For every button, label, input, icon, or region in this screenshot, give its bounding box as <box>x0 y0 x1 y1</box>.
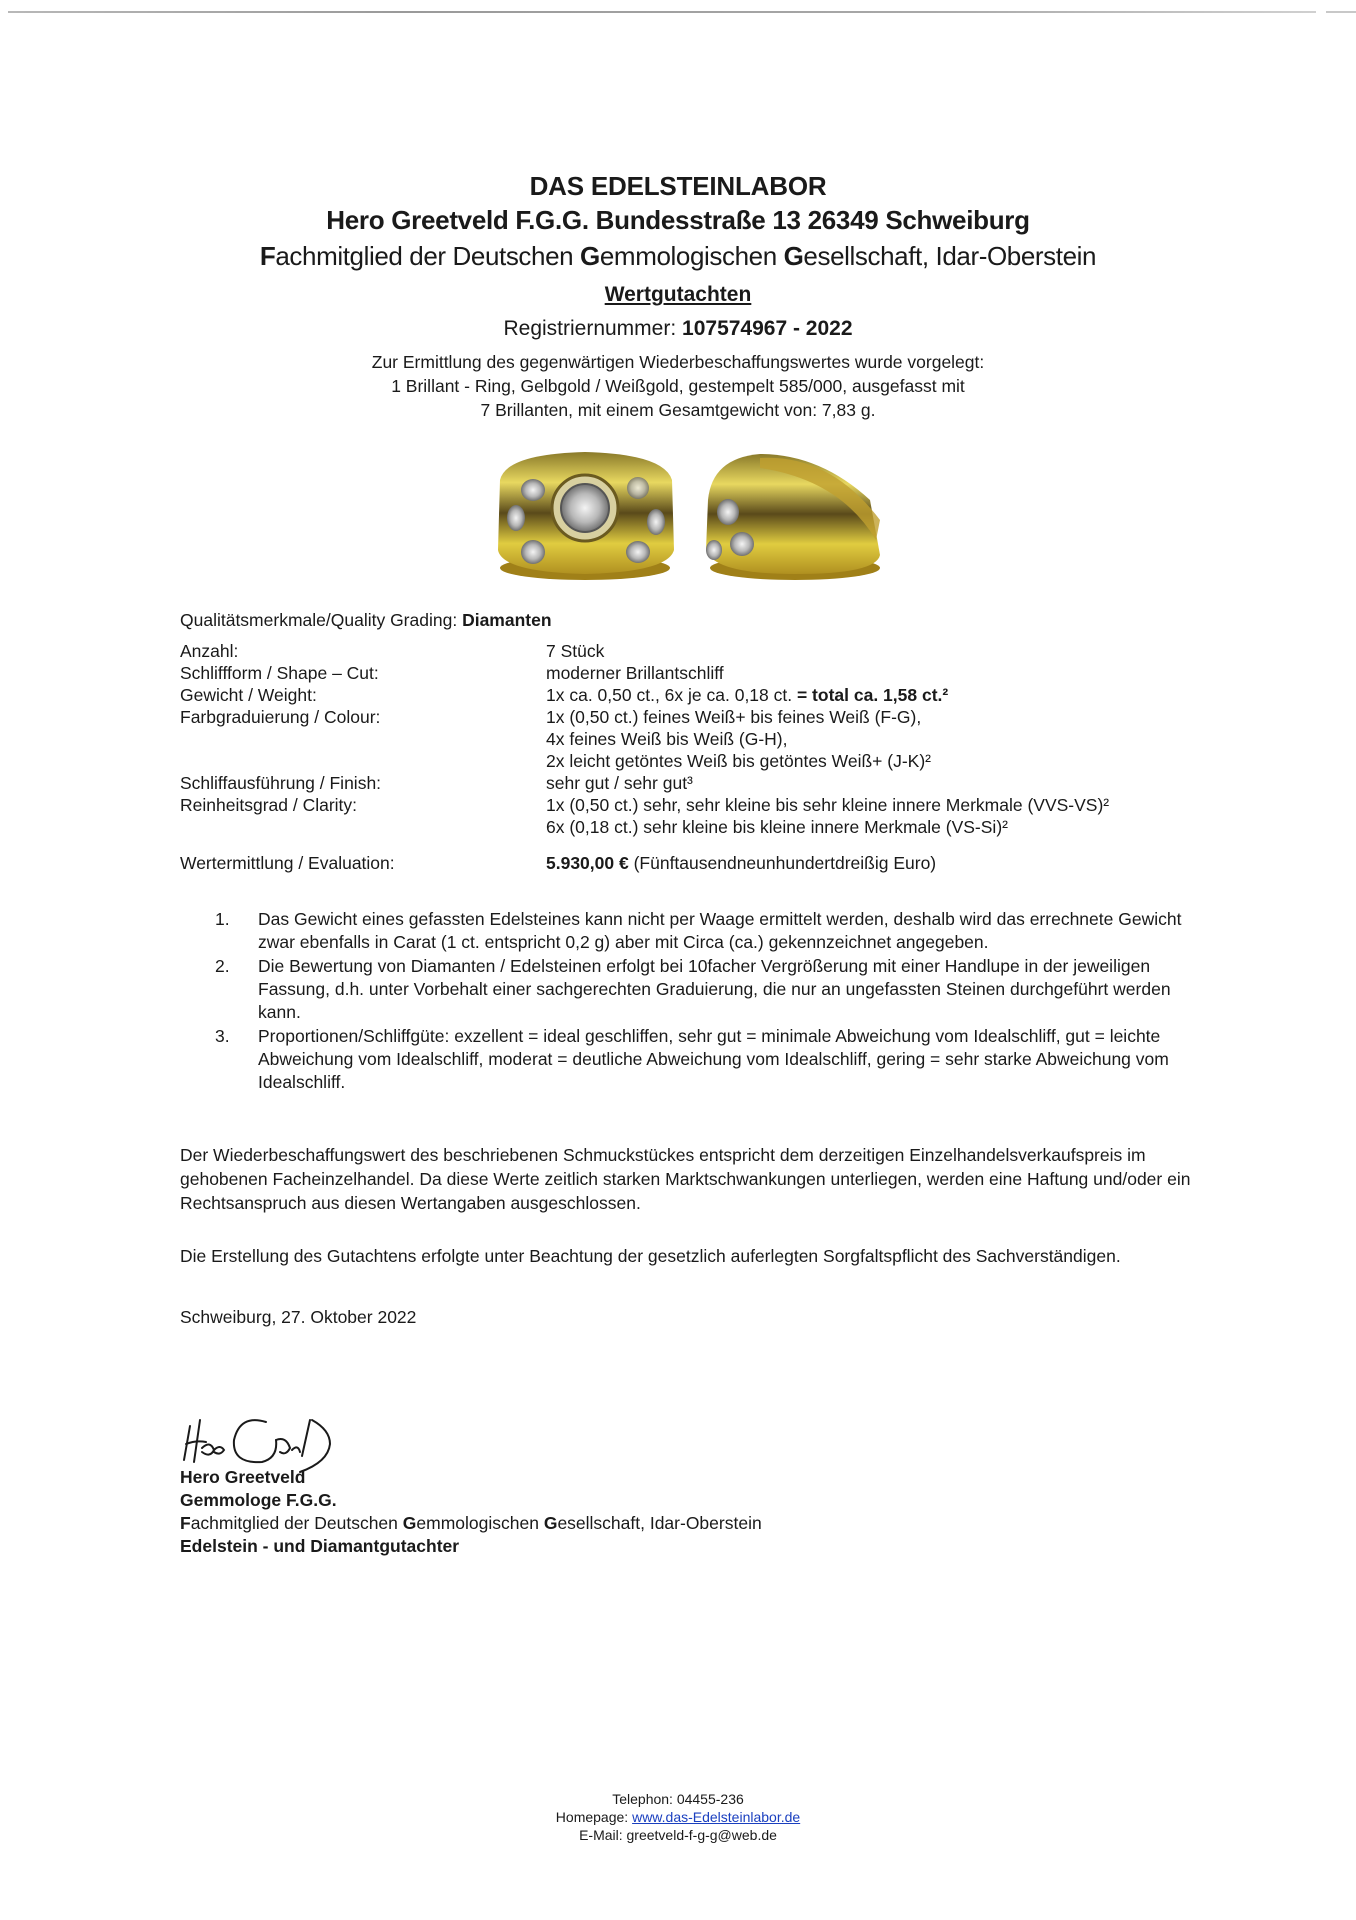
lab-address: Hero Greetveld F.G.G. Bundesstraße 13 26349 Schweiburg <box>326 205 1030 235</box>
grading-row-count <box>180 640 1240 662</box>
membership-initial: F <box>180 1513 191 1533</box>
ring-front-photo <box>488 440 683 585</box>
row-label <box>180 816 546 838</box>
ring-photos <box>488 440 888 585</box>
footer-homepage <box>0 1808 1356 1826</box>
homepage-link[interactable]: www.das-Edelsteinlabor.de <box>632 1809 801 1825</box>
row-value: sehr gut / sehr gut³ <box>546 773 693 793</box>
membership-text: emmologischen <box>416 1513 544 1533</box>
membership-initial: G <box>402 1513 417 1533</box>
email-label: E-Mail: <box>579 1827 627 1843</box>
page-top-rule-end <box>1326 11 1356 13</box>
registration-number <box>0 316 1356 342</box>
quality-grading-section <box>180 608 1240 874</box>
footnote-text: Das Gewicht eines gefassten Edelsteines kann nicht per Waage ermittelt werden, deshalb wird das errechnete Gewicht zwar ebenfalls in Carat (1 ct. entspricht 0,2 g) aber mit Circa (ca.) gekennzeichnet angegeben. <box>258 909 1182 952</box>
row-label: Farbgraduierung / Colour: <box>180 707 381 727</box>
row-label: Schliffform / Shape – Cut: <box>180 663 379 683</box>
footer-phone <box>0 1790 1356 1808</box>
contact-footer <box>0 1790 1356 1844</box>
phone-value: 04455-236 <box>676 1791 744 1807</box>
footnote-number: 3. <box>215 1026 230 1046</box>
registration-label: Registriernummer: <box>503 317 677 340</box>
row-label: Reinheitsgrad / Clarity: <box>180 795 358 815</box>
signer-membership <box>180 1512 762 1535</box>
lab-membership <box>0 240 1356 272</box>
ring-side-photo <box>700 440 885 585</box>
grading-heading <box>180 608 1240 632</box>
grading-row-clarity-cont <box>180 816 1240 838</box>
intro-line: Zur Ermittlung des gegenwärtigen Wiederbeschaffungswertes wurde vorgelegt: <box>371 352 985 372</box>
row-value: 4x feines Weiß bis Weiß (G-H), <box>546 729 788 749</box>
email-value: greetveld-f-g-g@web.de <box>626 1827 777 1843</box>
row-label: Schliffausführung / Finish: <box>180 773 382 793</box>
phone-label: Telephon: <box>612 1791 677 1807</box>
footnote-number: 1. <box>215 909 230 929</box>
evaluation-amount: 5.930,00 € <box>546 853 629 873</box>
footnote-text: Proportionen/Schliffgüte: exzellent = ideal geschliffen, sehr gut = minimale Abweichung vom Idealschliff, gut = leichte Abweichung vom Idealschliff, moderat = deutliche Abweichung vom Idealschliff, gering = sehr starke Abweichung vom Idealschliff. <box>258 1026 1169 1092</box>
grading-row-colour-cont <box>180 728 1240 750</box>
document-header <box>0 170 1356 422</box>
membership-text: esellschaft, Idar-Oberstein <box>803 241 1097 271</box>
row-label: Anzahl: <box>180 641 239 661</box>
signer-role: Edelstein - und Diamantgutachter <box>180 1536 460 1556</box>
row-label <box>180 728 546 750</box>
page-top-rule <box>8 11 1316 13</box>
grading-heading-label: Qualitätsmerkmale/Quality Grading: <box>180 610 458 630</box>
footnote-text: Die Bewertung von Diamanten / Edelsteinen erfolgt bei 10facher Vergrößerung mit einer Handlupe in der jeweiligen Fassung, d.h. unter Vorbehalt einer sachgerechten Graduierung, die nur an ungefassten Steinen durchgeführt werden kann. <box>258 956 1171 1022</box>
grading-row-clarity <box>180 794 1240 816</box>
membership-text: achmitglied der Deutschen <box>190 1513 403 1533</box>
membership-initial: G <box>580 241 600 271</box>
row-value: 1x (0,50 ct.) sehr, sehr kleine bis sehr kleine innere Merkmale (VVS-VS)² <box>546 795 1110 815</box>
footnote <box>215 1025 1215 1094</box>
grading-row-weight <box>180 684 1240 706</box>
grading-heading-value: Diamanten <box>462 610 552 630</box>
row-value: moderner Brillantschliff <box>546 663 724 683</box>
disclaimer-paragraph: Der Wiederbeschaffungswert des beschriebenen Schmuckstückes entspricht dem derzeitigen Einzelhandelsverkaufspreis im gehobenen Facheinzelhandel. Da diese Werte zeitlich starken Marktschwankungen unterliegen, werden eine Haftung und/oder ein Rechtsanspruch aus diesen Wertangaben ausgeschlossen. <box>180 1145 1191 1213</box>
row-value: 7 Stück <box>546 641 605 661</box>
membership-initial: F <box>259 241 276 271</box>
grading-row-colour <box>180 706 1240 728</box>
grading-row-finish <box>180 772 1240 794</box>
intro-line: 1 Brillant - Ring, Gelbgold / Weißgold, gestempelt 585/000, ausgefasst mit <box>391 376 965 396</box>
footer-email <box>0 1826 1356 1844</box>
membership-text: emmologischen <box>599 241 784 271</box>
membership-text: achmitglied der Deutschen <box>275 241 581 271</box>
row-value: 1x (0,50 ct.) feines Weiß+ bis feines Weiß (F-G), <box>546 707 922 727</box>
diligence-paragraph: Die Erstellung des Gutachtens erfolgte unter Beachtung der gesetzlich auferlegten Sorgfaltspflicht des Sachverständigen. <box>180 1246 1121 1266</box>
membership-initial: G <box>783 241 804 271</box>
row-label: Gewicht / Weight: <box>180 685 317 705</box>
row-label: Wertermittlung / Evaluation: <box>180 853 395 873</box>
row-label <box>180 750 546 772</box>
membership-initial: G <box>543 1513 558 1533</box>
footnote-number: 2. <box>215 956 230 976</box>
lab-name: DAS EDELSTEINLABOR <box>529 171 827 201</box>
footnote <box>215 955 1215 1024</box>
evaluation-words: (Fünftausendneunhundertdreißig Euro) <box>628 853 937 873</box>
membership-text: esellschaft, Idar-Oberstein <box>557 1513 762 1533</box>
intro-line: 7 Brillanten, mit einem Gesamtgewicht von: 7,83 g. <box>480 400 876 420</box>
row-value <box>546 852 1240 874</box>
signer-details <box>180 1466 762 1558</box>
grading-row-evaluation <box>180 852 1240 874</box>
registration-value: 107574967 - 2022 <box>682 317 853 340</box>
row-value: 2x leicht getöntes Weiß bis getöntes Weiß+ (J-K)² <box>546 751 931 771</box>
grading-row-shape <box>180 662 1240 684</box>
signer-name: Hero Greetveld <box>180 1467 306 1487</box>
place-date: Schweiburg, 27. Oktober 2022 <box>180 1307 417 1327</box>
document-title: Wertgutachten <box>604 283 752 306</box>
row-value <box>546 684 1240 706</box>
signer-title: Gemmologe F.G.G. <box>180 1490 337 1510</box>
weight-total: = total ca. 1,58 ct.² <box>796 685 949 705</box>
row-value: 6x (0,18 ct.) sehr kleine bis kleine innere Merkmale (VS-Si)² <box>546 817 1008 837</box>
weight-detail: 1x ca. 0,50 ct., 6x je ca. 0,18 ct. <box>546 685 797 705</box>
footnote <box>215 908 1215 954</box>
grading-row-colour-cont <box>180 750 1240 772</box>
homepage-label: Homepage: <box>555 1809 633 1825</box>
item-description <box>0 350 1356 422</box>
footnotes-list <box>215 908 1215 1095</box>
